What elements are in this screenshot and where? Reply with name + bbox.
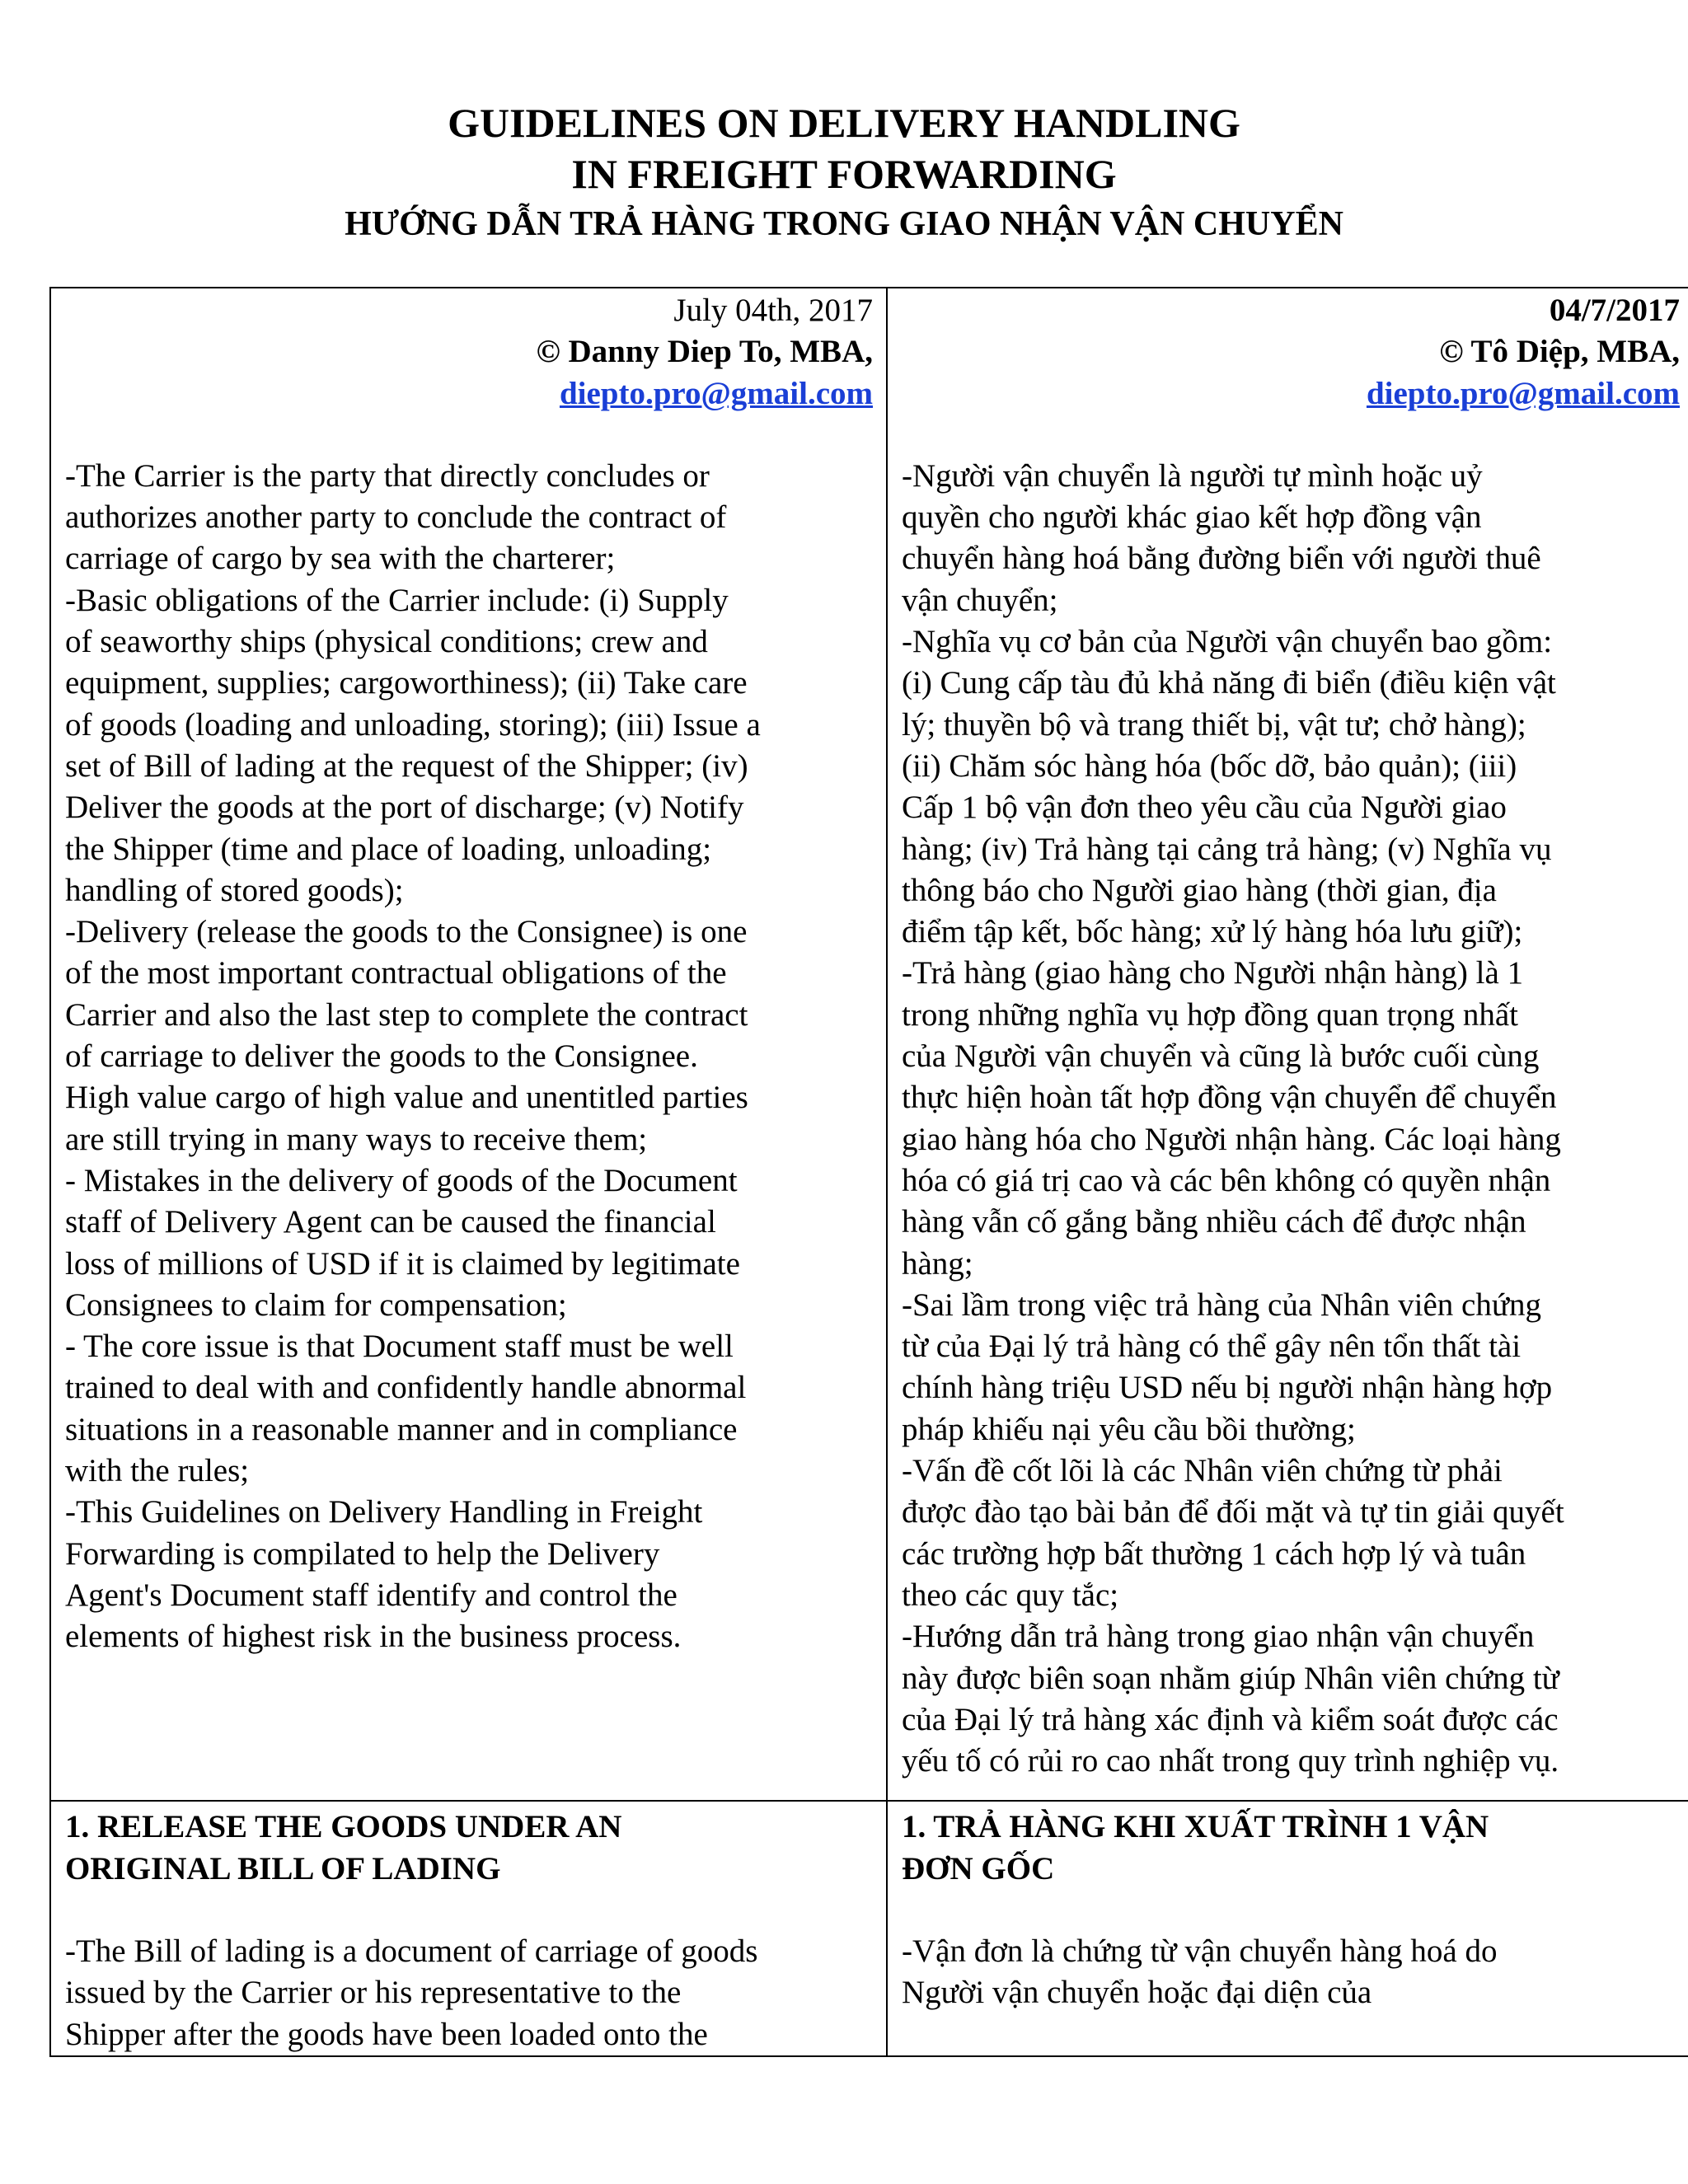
vietnamese-section-1-cell	[887, 1801, 1688, 2055]
section-1-row	[50, 1801, 1688, 2055]
intro-row	[50, 288, 1688, 1801]
vietnamese-meta	[902, 288, 1680, 415]
english-paragraph: -Basic obligations of the Carrier include: (i) Supply of seaworthy ships (physical conditions; crew and equipment, supplies; cargoworthiness); (ii) Take care of goods (loading and unloading, storing); (iii) Issue a set of Bill of lading at the request of the Shipper; (iv) Deliver the goods at the port of discharge; (v) Notify the Shipper (time and place of loading, unloading; handling of stored goods);	[65, 582, 761, 908]
english-paragraph: -The Carrier is the party that directly concludes or authorizes another party to conclude the contract of carriage of cargo by sea with the charterer;	[65, 457, 727, 577]
title-line-vietnamese: HƯỚNG DẪN TRẢ HÀNG TRONG GIAO NHẬN VẬN CHUYỂN	[345, 205, 1343, 243]
vietnamese-intro-text	[902, 456, 1680, 1801]
vietnamese-paragraph: -Vấn đề cốt lõi là các Nhân viên chứng từ phải được đào tạo bài bản để đối mặt và tự tin giải quyết các trường hợp bất thường 1 cách hợp lý và tuân theo các quy tắc;	[902, 1453, 1564, 1613]
english-section-1-text: -The Bill of lading is a document of carriage of goods issued by the Carrier or his representative to the Shipper after the goods have been loaded onto the	[65, 1933, 758, 2052]
english-email-link[interactable]: diepto.pro@gmail.com	[559, 375, 873, 411]
vietnamese-paragraph: -Người vận chuyển là người tự mình hoặc uỷ quyền cho người khác giao kết hợp đồng vận chuyển hàng hoá bằng đường biển với người thuê vận chuyển;	[902, 457, 1541, 618]
english-section-1-cell	[50, 1801, 887, 2055]
vietnamese-date: 04/7/2017	[1549, 293, 1680, 328]
english-paragraph: -This Guidelines on Delivery Handling in Freight Forwarding is compilated to help the Delivery Agent's Document staff identify and control the elements of highest risk in the business process.	[65, 1494, 703, 1655]
document-title	[0, 97, 1688, 249]
english-intro-cell	[50, 288, 887, 1801]
vietnamese-section-1-title: 1. TRẢ HÀNG KHI XUẤT TRÌNH 1 VẬN ĐƠN GỐC	[902, 1809, 1489, 1886]
english-paragraph: - The core issue is that Document staff must be well trained to deal with and confidently handle abnormal situations in a reasonable manner and in compliance with the rules;	[65, 1329, 747, 1489]
vietnamese-paragraph: -Hướng dẫn trả hàng trong giao nhận vận chuyển này được biên soạn nhằm giúp Nhân viên chứng từ của Đại lý trả hàng xác định và kiểm soát được các yếu tố có rủi ro cao nhất trong quy trình nghiệp vụ.	[902, 1619, 1559, 1779]
english-meta	[65, 288, 873, 415]
vietnamese-paragraph: -Trả hàng (giao hàng cho Người nhận hàng) là 1 trong những nghĩa vụ hợp đồng quan trọng nhất của Người vận chuyển và cũng là bước cuối cùng thực hiện hoàn tất hợp đồng vận chuyển để chuyển giao hàng hóa cho Người nhận hàng. Các loại hàng hóa có giá trị cao và các bên không có quyền nhận hàng vẫn cố gắng bằng nhiều cách để được nhận hàng;	[902, 955, 1561, 1282]
title-line-2: IN FREIGHT FORWARDING	[571, 151, 1117, 197]
english-paragraph: -Delivery (release the goods to the Consignee) is one of the most important contractual obligations of the Carrier and also the last step to complete the contract of carriage to deliver the goods to the Consignee. High value cargo of high value and unentitled parties are still trying in many ways to receive them;	[65, 914, 748, 1157]
english-date: July 04th, 2017	[673, 293, 873, 328]
vietnamese-paragraph: -Nghĩa vụ cơ bản của Người vận chuyển bao gồm: (i) Cung cấp tàu đủ khả năng đi biển (điều kiện vật lý; thuyền bộ và trang thiết bị, vật tư; chở hàng); (ii) Chăm sóc hàng hóa (bốc dỡ, bảo quản); (iii) Cấp 1 bộ vận đơn theo yêu cầu của Người giao hàng; (iv) Trả hàng tại cảng trả hàng; (v) Nghĩa vụ thông báo cho Người giao hàng (thời gian, địa điểm tập kết, bốc hàng; xử lý hàng hóa lưu giữ);	[902, 624, 1556, 950]
vietnamese-intro-cell	[887, 288, 1688, 1801]
vietnamese-section-1-text: -Vận đơn là chứng từ vận chuyển hàng hoá do Người vận chuyển hoặc đại diện của	[902, 1933, 1498, 2011]
english-section-1-title: 1. RELEASE THE GOODS UNDER AN ORIGINAL BILL OF LADING	[65, 1809, 622, 1886]
english-intro-text	[65, 456, 873, 1676]
english-author: © Danny Diep To, MBA,	[536, 334, 873, 370]
vietnamese-email-link[interactable]: diepto.pro@gmail.com	[1366, 375, 1680, 411]
bilingual-table	[49, 287, 1688, 2057]
english-paragraph: - Mistakes in the delivery of goods of the Document staff of Delivery Agent can be caused the financial loss of millions of USD if it is claimed by legitimate Consignees to claim for compensation;	[65, 1162, 740, 1323]
vietnamese-paragraph: -Sai lầm trong việc trả hàng của Nhân viên chứng từ của Đại lý trả hàng có thể gây nên tổn thất tài chính hàng triệu USD nếu bị người nhận hàng hợp pháp khiếu nại yêu cầu bồi thường;	[902, 1286, 1553, 1447]
title-line-1: GUIDELINES ON DELIVERY HANDLING	[448, 100, 1240, 146]
vietnamese-author: © Tô Diệp, MBA,	[1439, 334, 1680, 370]
